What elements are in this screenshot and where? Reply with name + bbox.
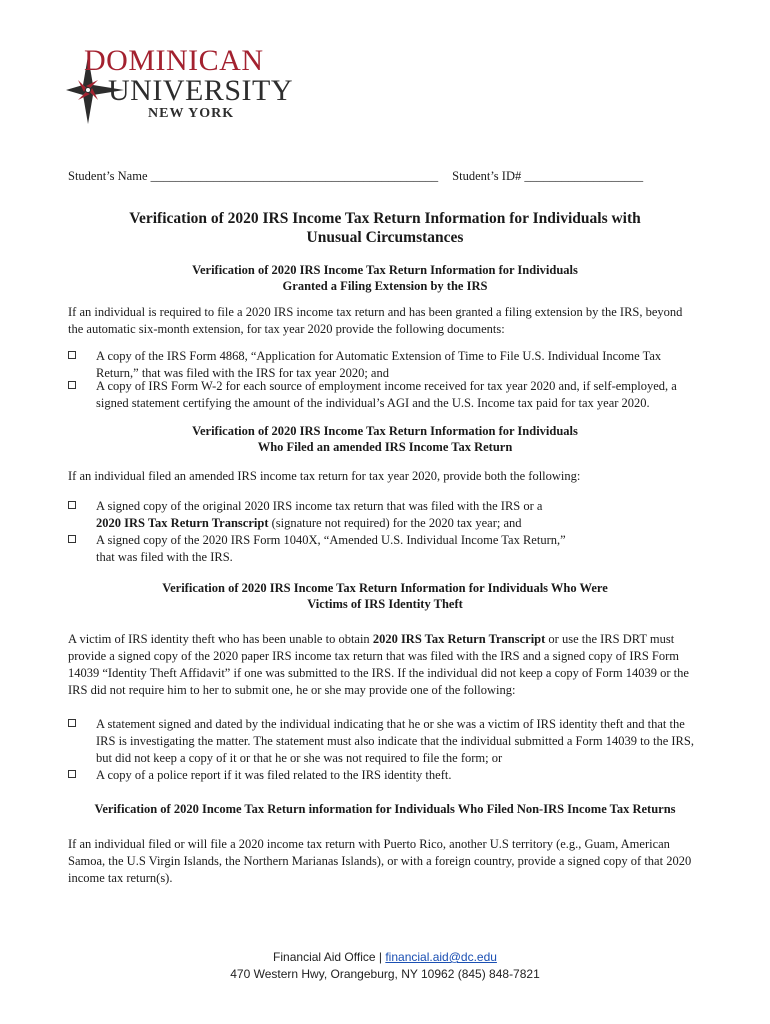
university-logo (66, 42, 293, 124)
checkbox-icon (68, 770, 76, 778)
footer-email-link[interactable]: financial.aid@dc.edu (385, 950, 497, 964)
checkbox-icon (68, 501, 76, 509)
student-id-field[interactable]: Student’s ID# ___________________ (452, 169, 644, 183)
page-title: Verification of 2020 IRS Income Tax Return Information for Individuals with Unusual Circumstances (129, 210, 641, 246)
student-name-field[interactable]: Student’s Name ______________________________________________ (68, 169, 439, 183)
non-irs-intro: If an individual filed or will file a 2020 income tax return with Puerto Rico, another U.S territory (e.g., Guam, American Samoa, the U.S Virgin Islands, the Northern Marianas Islands), or with a foreign country, provide a signed copy of that 2020 income tax return(s). (68, 837, 692, 885)
extension-intro: If an individual is required to file a 2020 IRS income tax return and has been granted a filing extension by the IRS, beyond the automatic six-month extension, for tax year 2020 provide the following documents: (68, 305, 683, 336)
checkbox-icon (68, 351, 76, 359)
section-title-amended: Verification of 2020 IRS Income Tax Return Information for Individuals Who Filed an amended IRS Income Tax Return (192, 424, 578, 454)
student-info-line (68, 169, 688, 184)
logo-text-dominican: DOMINICAN (84, 44, 264, 77)
checkbox-icon (68, 535, 76, 543)
document-page: DOMINICAN UNIVERSITY NEW YORK Student’s Name ______________________________________________ Student’s ID# ___________________ Verification of 2020 IRS Income Tax Return Information for Individuals with Unusual Circumstances Verification of 2020 IRS Income Tax Return Information for Individuals Granted a Filing Extension by the IRS If an individual is required to file a 2020 IRS income tax return and has been granted a filing extension by the IRS, beyond the automatic six-month extension, for tax year 2020 provide the following documents: A copy of the IRS Form 4868, “Application for Automatic Extension of Time to File U.S. Individual Income Tax Return,” that was filed with the IRS for tax year 2020; and A copy of IRS Form W-2 for each source of employment income received for tax year 2020 and, if self-employed, a signed statement certifying the amount of the individual’s AGI and the U.S. Income tax paid for tax year 2020. Verification of 2020 IRS Income Tax Return Information for Individuals Who Filed an amended IRS Income Tax Return If an individual filed an amended IRS income tax return for tax year 2020, provide both the following: A signed copy of the original 2020 IRS income tax return that was filed with the IRS or a 2020 IRS Tax Return Transcript (signature not required) for the 2020 tax year; and A signed copy of the 2020 IRS Form 1040X, “Amended U.S. Individual Income Tax Return,” that was filed with the IRS. Verification of 2020 IRS Income Tax Return Information for Individuals Who Were Victims of IRS Identity Theft A victim of IRS identity theft who has been unable to obtain 2020 IRS Tax Return Transcript or use the IRS DRT must provide a signed copy of the 2020 paper IRS income tax return that was filed with the IRS and a signed copy of IRS Form 14039 “Identity Theft Affidavit” if one was submitted to the IRS. If the individual did not keep a copy of Form 14039 or the IRS did not require him to her to submit one, he or she may provide one of the following: A statement signed and dated by the individual indicating that he or she was a victim of IRS identity theft and that the IRS is investigating the matter. The statement must also indicate that the individual submitted a Form 14039 to the IRS, but did not keep a copy of it or that he or she was not required to file the form; or A copy of a police report if it was filed related to the IRS identity theft. Verification of 2020 Income Tax Return information for Individuals Who Filed Non-IRS Income Tax Returns If an individual filed or will file a 2020 income tax return with Puerto Rico, another U.S territory (e.g., Guam, American Samoa, the U.S Virgin Islands, the Northern Marianas Islands), or with a foreign country, provide a signed copy of that 2020 income tax return(s). Financial Aid Office | financial.aid@dc.edu 470 Western Hwy, Orangeburg, NY 10962 (845) 848-7821 (0, 0, 770, 1024)
footer-office: Financial Aid Office | (273, 950, 386, 964)
checkbox-icon (68, 719, 76, 727)
logo-text-university: UNIVERSITY (108, 74, 293, 107)
section-title-identity: Verification of 2020 IRS Income Tax Return Information for Individuals Who Were Victims of IRS Identity Theft (162, 581, 608, 611)
checkbox-icon (68, 381, 76, 389)
section-title-extension: Verification of 2020 IRS Income Tax Return Information for Individuals Granted a Filing Extension by the IRS (192, 263, 578, 293)
footer-address: 470 Western Hwy, Orangeburg, NY 10962 (845) 848-7821 (230, 967, 540, 981)
amended-intro: If an individual filed an amended IRS income tax return for tax year 2020, provide both the following: (68, 469, 581, 483)
logo-text-new-york: NEW YORK (148, 106, 235, 121)
footer (60, 949, 710, 983)
section-title-non-irs: Verification of 2020 Income Tax Return information for Individuals Who Filed Non-IRS Income Tax Returns (94, 802, 676, 816)
identity-intro: A victim of IRS identity theft who has been unable to obtain 2020 IRS Tax Return Transcript or use the IRS DRT must provide a signed copy of the 2020 paper IRS income tax return that was filed with the IRS and a signed copy of IRS Form 14039 “Identity Theft Affidavit” if one was submitted to the IRS. If the individual did not keep a copy of Form 14039 or the IRS did not require him to her to submit one, he or she may provide one of the following: (68, 632, 689, 697)
